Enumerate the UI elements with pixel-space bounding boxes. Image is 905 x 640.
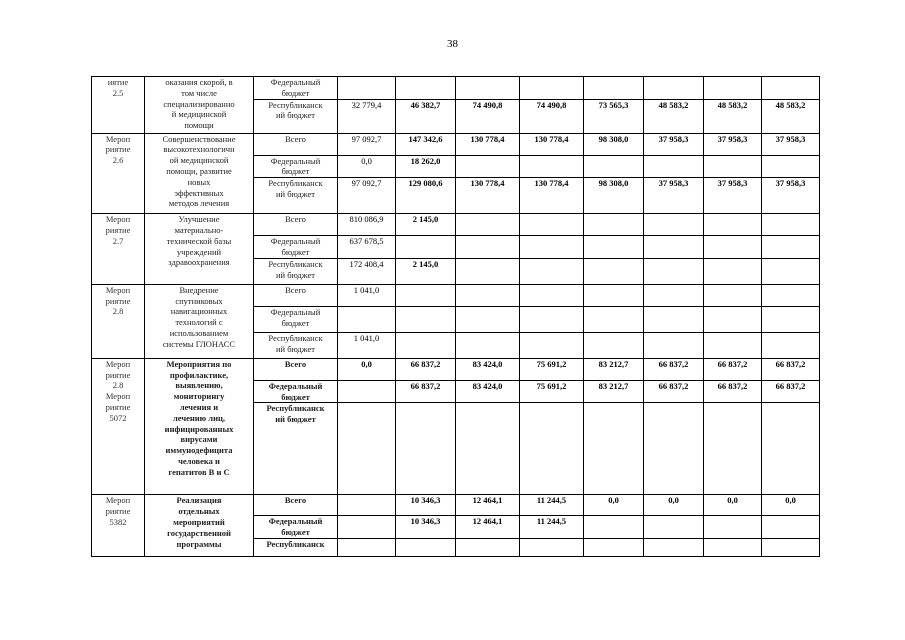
- amount-cell: [456, 284, 520, 306]
- funding-source: Федеральный бюджет: [254, 236, 338, 259]
- amount-cell: [396, 77, 456, 100]
- amount-cell: 18 262,0: [396, 155, 456, 178]
- amount-cell: [584, 77, 644, 100]
- amount-cell: 0,0: [762, 495, 820, 516]
- funding-source: Всего: [254, 358, 338, 380]
- amount-cell: 66 837,2: [704, 358, 762, 380]
- amount-cell: [338, 306, 396, 332]
- amount-cell: [644, 403, 704, 495]
- amount-cell: [762, 538, 820, 556]
- amount-cell: 12 464,1: [456, 516, 520, 539]
- amount-cell: 74 490,8: [520, 99, 584, 133]
- amount-cell: [456, 155, 520, 178]
- amount-cell: 66 837,2: [396, 380, 456, 403]
- amount-cell: [338, 538, 396, 556]
- amount-cell: 98 308,0: [584, 133, 644, 155]
- amount-cell: [762, 214, 820, 236]
- amount-cell: [520, 236, 584, 259]
- amount-cell: [762, 332, 820, 358]
- amount-cell: [396, 236, 456, 259]
- amount-cell: [644, 214, 704, 236]
- funding-source: Республиканск ий бюджет: [254, 178, 338, 214]
- measure-code: Мероп риятие 2.8 Мероп риятие 5072: [92, 358, 145, 495]
- amount-cell: 37 958,3: [704, 133, 762, 155]
- amount-cell: 75 691,2: [520, 380, 584, 403]
- amount-cell: [644, 77, 704, 100]
- amount-cell: [704, 306, 762, 332]
- amount-cell: [338, 380, 396, 403]
- amount-cell: [584, 155, 644, 178]
- amount-cell: [456, 214, 520, 236]
- amount-cell: 37 958,3: [762, 178, 820, 214]
- amount-cell: 48 583,2: [704, 99, 762, 133]
- amount-cell: 0,0: [584, 495, 644, 516]
- amount-cell: [396, 306, 456, 332]
- amount-cell: 130 778,4: [520, 133, 584, 155]
- measure-name: Внедрение спутниковых навигационных технологий с использованием системы ГЛОНАСС: [145, 284, 254, 358]
- table-row: [92, 358, 820, 380]
- amount-cell: 66 837,2: [704, 380, 762, 403]
- funding-source: Республиканск: [254, 538, 338, 556]
- amount-cell: [396, 332, 456, 358]
- funding-source: Республиканск ий бюджет: [254, 403, 338, 495]
- amount-cell: [644, 538, 704, 556]
- measure-name: Совершенствование высокотехнологичн ой медицинской помощи, развитие новых эффективных методов лечения: [145, 133, 254, 214]
- amount-cell: [644, 306, 704, 332]
- measure-name: оказания скорой, в том числе специализированно й медицинской помощи: [145, 77, 254, 134]
- funding-source: Федеральный бюджет: [254, 155, 338, 178]
- amount-cell: [584, 258, 644, 284]
- table-row: [92, 77, 820, 100]
- amount-cell: [762, 77, 820, 100]
- amount-cell: [456, 403, 520, 495]
- measure-name: Мероприятия по профилактике, выявлению, мониторингу лечения и лечению лиц, инфицированных вирусами иммунодефицита человека и гепатитов В и С: [145, 358, 254, 495]
- amount-cell: 11 244,5: [520, 495, 584, 516]
- amount-cell: 46 382,7: [396, 99, 456, 133]
- amount-cell: 0,0: [704, 495, 762, 516]
- table-row: [92, 495, 820, 516]
- amount-cell: 83 212,7: [584, 358, 644, 380]
- amount-cell: [584, 332, 644, 358]
- amount-cell: 10 346,3: [396, 516, 456, 539]
- amount-cell: [520, 77, 584, 100]
- amount-cell: [584, 403, 644, 495]
- amount-cell: [520, 306, 584, 332]
- amount-cell: 810 086,9: [338, 214, 396, 236]
- funding-source: Республиканск ий бюджет: [254, 332, 338, 358]
- table-row: [92, 214, 820, 236]
- funding-source: Федеральный бюджет: [254, 516, 338, 539]
- amount-cell: [456, 77, 520, 100]
- amount-cell: 37 958,3: [644, 178, 704, 214]
- amount-cell: [644, 516, 704, 539]
- measure-code: Мероп риятие 5382: [92, 495, 145, 557]
- amount-cell: [762, 306, 820, 332]
- amount-cell: [520, 214, 584, 236]
- amount-cell: 637 678,5: [338, 236, 396, 259]
- measure-name: Улучшение материально- технической базы учреждений здравоохранения: [145, 214, 254, 285]
- amount-cell: [520, 155, 584, 178]
- funding-source: Республиканск ий бюджет: [254, 99, 338, 133]
- amount-cell: [704, 258, 762, 284]
- amount-cell: [644, 236, 704, 259]
- amount-cell: 66 837,2: [762, 358, 820, 380]
- amount-cell: 172 408,4: [338, 258, 396, 284]
- amount-cell: 48 583,2: [762, 99, 820, 133]
- measure-code: Мероп риятие 2.8: [92, 284, 145, 358]
- amount-cell: [704, 516, 762, 539]
- amount-cell: [396, 403, 456, 495]
- amount-cell: [584, 538, 644, 556]
- amount-cell: [704, 538, 762, 556]
- measure-code: иятие 2.5: [92, 77, 145, 134]
- amount-cell: [338, 403, 396, 495]
- amount-cell: [520, 403, 584, 495]
- amount-cell: 66 837,2: [644, 358, 704, 380]
- funding-source: Всего: [254, 284, 338, 306]
- amount-cell: [762, 258, 820, 284]
- amount-cell: 130 778,4: [456, 178, 520, 214]
- amount-cell: 12 464,1: [456, 495, 520, 516]
- amount-cell: 66 837,2: [762, 380, 820, 403]
- funding-source: Республиканск ий бюджет: [254, 258, 338, 284]
- amount-cell: 0,0: [338, 358, 396, 380]
- amount-cell: [762, 403, 820, 495]
- amount-cell: 37 958,3: [704, 178, 762, 214]
- amount-cell: 74 490,8: [456, 99, 520, 133]
- table-row: [92, 133, 820, 155]
- amount-cell: [704, 155, 762, 178]
- amount-cell: 48 583,2: [644, 99, 704, 133]
- amount-cell: 147 342,6: [396, 133, 456, 155]
- amount-cell: [584, 236, 644, 259]
- amount-cell: [584, 284, 644, 306]
- amount-cell: [704, 77, 762, 100]
- amount-cell: [644, 284, 704, 306]
- amount-cell: [456, 538, 520, 556]
- amount-cell: 129 080,6: [396, 178, 456, 214]
- amount-cell: [644, 258, 704, 284]
- amount-cell: [704, 214, 762, 236]
- amount-cell: [456, 332, 520, 358]
- amount-cell: 83 424,0: [456, 380, 520, 403]
- amount-cell: [644, 155, 704, 178]
- amount-cell: [584, 516, 644, 539]
- amount-cell: [456, 306, 520, 332]
- budget-table: [91, 76, 820, 557]
- amount-cell: 2 145,0: [396, 214, 456, 236]
- amount-cell: 75 691,2: [520, 358, 584, 380]
- amount-cell: 10 346,3: [396, 495, 456, 516]
- amount-cell: [396, 538, 456, 556]
- funding-source: Федеральный бюджет: [254, 77, 338, 100]
- amount-cell: 83 212,7: [584, 380, 644, 403]
- amount-cell: [396, 284, 456, 306]
- funding-source: Всего: [254, 214, 338, 236]
- amount-cell: 83 424,0: [456, 358, 520, 380]
- amount-cell: [704, 403, 762, 495]
- amount-cell: 0,0: [644, 495, 704, 516]
- amount-cell: [584, 214, 644, 236]
- amount-cell: 1 041,0: [338, 332, 396, 358]
- amount-cell: [704, 284, 762, 306]
- measure-name: Реализация отдельных мероприятий государственной программы: [145, 495, 254, 557]
- amount-cell: [762, 236, 820, 259]
- amount-cell: 130 778,4: [456, 133, 520, 155]
- amount-cell: 73 565,3: [584, 99, 644, 133]
- funding-source: Федеральный бюджет: [254, 380, 338, 403]
- amount-cell: 32 779,4: [338, 99, 396, 133]
- amount-cell: [762, 516, 820, 539]
- amount-cell: 37 958,3: [762, 133, 820, 155]
- amount-cell: 0,0: [338, 155, 396, 178]
- amount-cell: 11 244,5: [520, 516, 584, 539]
- amount-cell: 66 837,2: [644, 380, 704, 403]
- page-number: 38: [447, 38, 458, 50]
- amount-cell: [762, 284, 820, 306]
- funding-source: Всего: [254, 495, 338, 516]
- amount-cell: [704, 236, 762, 259]
- amount-cell: [338, 495, 396, 516]
- amount-cell: 98 308,0: [584, 178, 644, 214]
- amount-cell: 37 958,3: [644, 133, 704, 155]
- amount-cell: [644, 332, 704, 358]
- amount-cell: [520, 538, 584, 556]
- table-row: [92, 284, 820, 306]
- funding-source: Всего: [254, 133, 338, 155]
- amount-cell: [456, 258, 520, 284]
- funding-source: Федеральный бюджет: [254, 306, 338, 332]
- amount-cell: [704, 332, 762, 358]
- amount-cell: [584, 306, 644, 332]
- amount-cell: 97 092,7: [338, 178, 396, 214]
- amount-cell: [520, 284, 584, 306]
- measure-code: Мероп риятие 2.7: [92, 214, 145, 285]
- amount-cell: [338, 516, 396, 539]
- amount-cell: [520, 332, 584, 358]
- amount-cell: 1 041,0: [338, 284, 396, 306]
- amount-cell: [762, 155, 820, 178]
- amount-cell: 2 145,0: [396, 258, 456, 284]
- amount-cell: [520, 258, 584, 284]
- amount-cell: 97 092,7: [338, 133, 396, 155]
- amount-cell: [456, 236, 520, 259]
- amount-cell: [338, 77, 396, 100]
- amount-cell: 66 837,2: [396, 358, 456, 380]
- amount-cell: 130 778,4: [520, 178, 584, 214]
- measure-code: Мероп риятие 2.6: [92, 133, 145, 214]
